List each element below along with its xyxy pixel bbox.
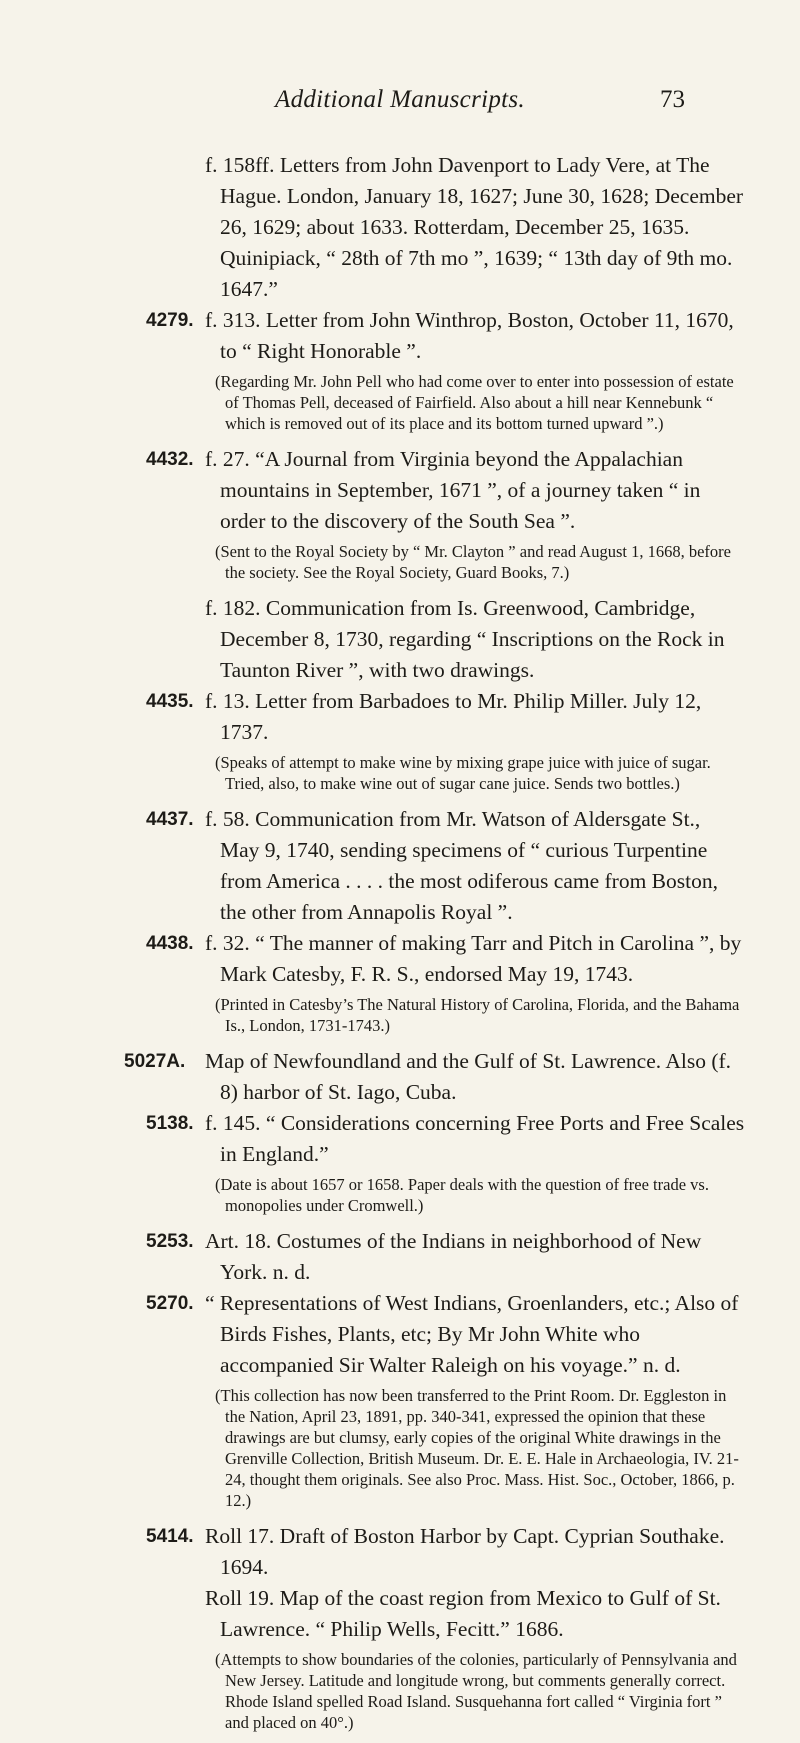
entry-5253 [0,1226,800,1288]
entry-text: Roll 17. Draft of Boston Harbor by Capt. Cyprian Southake. 1694. [205,1524,725,1579]
entry-continued [0,150,800,305]
entry-number: 4279. [146,310,194,331]
entry-text: “ Representations of West Indians, Groenlanders, etc.; Also of Birds Fishes, Plants, etc; By Mr John White who accompanied Sir Walter Raleigh on his voyage.” n. d. [205,1291,739,1377]
entry-5138 [0,1108,800,1216]
entry-note: (Regarding Mr. John Pell who had come over to enter into possession of estate of Thomas Pell, deceased of Fairfield. Also about a hill near Kennebunk “ which is removed out of its place and its bottom turned upward ”.) [215,372,734,433]
entry-5414 [0,1521,800,1733]
entry-note: (Attempts to show boundaries of the colonies, particularly of Pennsylvania and New Jersey. Latitude and longitude wrong, but comments generally correct. Rhode Island spelled Road Island. Susquehanna fort called “ Virginia fort ” and placed on 40°.) [215,1650,737,1732]
entry-text-second: Roll 19. Map of the coast region from Mexico to Gulf of St. Lawrence. “ Philip Wells, Fecitt.” 1686. [205,1586,721,1641]
entry-text: f. 145. “ Considerations concerning Free Ports and Free Scales in England.” [205,1111,745,1166]
entry-text: f. 58. Communication from Mr. Watson of Aldersgate St., May 9, 1740, sending specimens of “ curious Turpentine from America . . . . the most odiferous came from Boston, the other from Annapolis Royal ”. [205,807,718,924]
entry-note: (This collection has now been transferred to the Print Room. Dr. Eggleston in the Nation, April 23, 1891, pp. 340-341, expressed the opinion that these drawings are but clumsy, early copies of the original White drawings in the Grenville Collection, British Museum. Dr. E. E. Hale in Archaeologia, IV. 21-24, thought them originals. See also Proc. Mass. Hist. Soc., October, 1866, p. 12.) [215,1386,739,1510]
entry-text: f. 158ff. Letters from John Davenport to Lady Vere, at The Hague. London, January 18, 1627; June 30, 1628; December 26, 1629; about 1633. Rotterdam, December 25, 1635. Quinipiack, “ 28th of 7th mo ”, 1639; “ 13th day of 9th mo. 1647.” [205,153,744,301]
entry-text: f. 13. Letter from Barbadoes to Mr. Philip Miller. July 12, 1737. [205,689,702,744]
entry-text: Map of Newfoundland and the Gulf of St. Lawrence. Also (f. 8) harbor of St. Iago, Cuba. [205,1049,732,1104]
entry-text: f. 313. Letter from John Winthrop, Boston, October 11, 1670, to “ Right Honorable ”. [205,308,734,363]
entry-4432 [0,444,800,686]
entry-5027a [0,1046,800,1108]
entry-note: (Speaks of attempt to make wine by mixing grape juice with juice of sugar. Tried, also, to make wine out of sugar cane juice. Sends two bottles.) [215,753,711,793]
entry-4438 [0,928,800,1036]
entry-4437 [0,804,800,928]
entry-4435 [0,686,800,794]
entry-note: (Printed in Catesby’s The Natural History of Carolina, Florida, and the Bahama Is., London, 1731-1743.) [215,995,740,1035]
page-number: 73 [660,86,685,113]
entry-number: 4435. [146,691,194,712]
entry-note: (Sent to the Royal Society by “ Mr. Clayton ” and read August 1, 1668, before the society. See the Royal Society, Guard Books, 7.) [215,542,731,582]
entries-list [0,150,800,1743]
entry-text: f. 27. “A Journal from Virginia beyond the Appalachian mountains in September, 1671 ”, of a journey taken “ in order to the discovery of the South Sea ”. [205,447,701,533]
entry-number: 5027A. [124,1051,186,1072]
entry-text: Art. 18. Costumes of the Indians in neighborhood of New York. n. d. [205,1229,702,1284]
entry-text: f. 32. “ The manner of making Tarr and Pitch in Carolina ”, by Mark Catesby, F. R. S., endorsed May 19, 1743. [205,931,742,986]
running-title: Additional Manuscripts. [275,86,525,113]
entry-number: 5253. [146,1231,194,1252]
entry-5270 [0,1288,800,1511]
entry-4279 [0,305,800,434]
entry-text-continued: f. 182. Communication from Is. Greenwood, Cambridge, December 8, 1730, regarding “ Inscriptions on the Rock in Taunton River ”, with two drawings. [205,596,725,682]
entry-number: 4438. [146,933,194,954]
entry-number: 5270. [146,1293,194,1314]
entry-number: 5138. [146,1113,194,1134]
entry-note: (Date is about 1657 or 1658. Paper deals with the question of free trade vs. monopolies under Cromwell.) [215,1175,709,1215]
entry-number: 4437. [146,809,194,830]
entry-number: 5414. [146,1526,194,1547]
entry-number: 4432. [146,449,194,470]
